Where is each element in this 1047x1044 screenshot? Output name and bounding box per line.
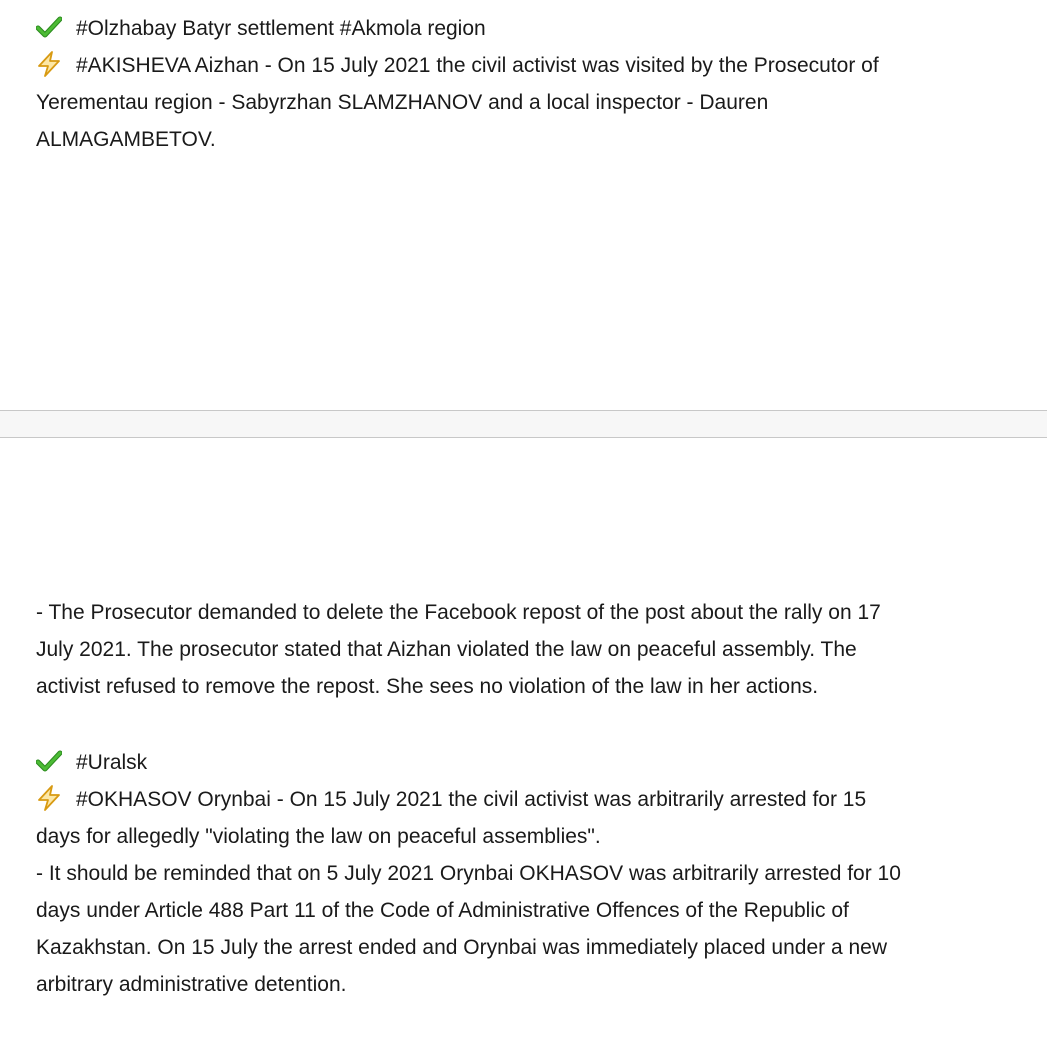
text-line: Yerementau region - Sabyrzhan SLAMZHANOV and a local inspector - Dauren [36, 91, 769, 114]
text-line: days for allegedly "violating the law on peaceful assemblies". [36, 825, 601, 848]
post-olzhabay-batyr [36, 10, 1039, 158]
post-prosecutor-demand [36, 594, 1039, 705]
post-divider [0, 410, 1047, 438]
tag-text: #Olzhabay Batyr settlement #Akmola region [76, 17, 486, 40]
post-uralsk [36, 744, 1039, 1003]
tag-text: #Uralsk [76, 751, 148, 774]
text-line: July 2021. The prosecutor stated that Aizhan violated the law on peaceful assembly. The [36, 638, 857, 661]
text-line: - It should be reminded that on 5 July 2021 Orynbai OKHASOV was arbitrarily arrested for 10 [36, 862, 901, 885]
text-line: activist refused to remove the repost. She sees no violation of the law in her actions. [36, 675, 819, 698]
text-line: arbitrary administrative detention. [36, 973, 347, 996]
check-mark-icon [36, 748, 62, 774]
check-mark-icon [36, 14, 62, 40]
text-content: #AKISHEVA Aizhan - On 15 July 2021 the civil activist was visited by the Prosecutor of [76, 54, 879, 77]
text-line [36, 47, 1039, 84]
text-line: Kazakhstan. On 15 July the arrest ended and Orynbai was immediately placed under a new [36, 936, 887, 959]
tag-line [36, 744, 1039, 781]
text-line [36, 781, 1039, 818]
lightning-icon [36, 51, 62, 77]
text-content: #OKHASOV Orynbai - On 15 July 2021 the civil activist was arbitrarily arrested for 15 [76, 788, 867, 811]
tag-line [36, 10, 1039, 47]
text-line: ALMAGAMBETOV. [36, 128, 216, 151]
lightning-icon [36, 785, 62, 811]
text-line: days under Article 488 Part 11 of the Code of Administrative Offences of the Republic of [36, 899, 849, 922]
text-line: - The Prosecutor demanded to delete the Facebook repost of the post about the rally on 17 [36, 601, 881, 624]
